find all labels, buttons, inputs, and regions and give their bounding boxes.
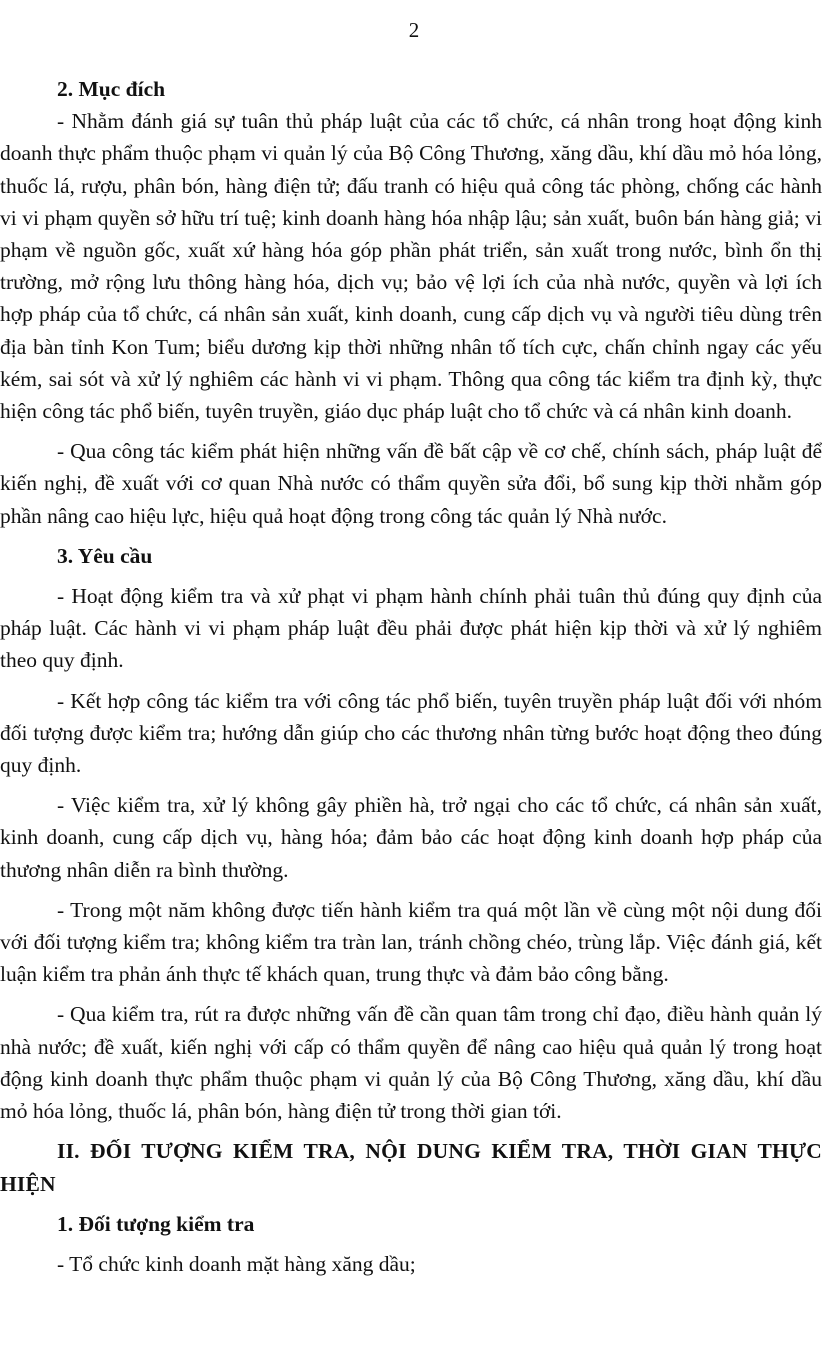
- document-body: [0, 73, 822, 1280]
- subjects-heading: 1. Đối tượng kiểm tra: [57, 1211, 255, 1236]
- purpose-paragraph-2: - Qua công tác kiểm phát hiện những vấn đề bất cập về cơ chế, chính sách, pháp luật để kiến nghị, đề xuất với cơ quan Nhà nước có thẩm quyền sửa đổi, bổ sung kịp thời nhằm góp phần nâng cao hiệu lực, hiệu quả hoạt động trong công tác quản lý Nhà nước.: [0, 439, 822, 528]
- purpose-heading: 2. Mục đích: [57, 77, 166, 101]
- page-number: 2: [408, 18, 420, 42]
- purpose-paragraph-1: - Nhằm đánh giá sự tuân thủ pháp luật của các tổ chức, cá nhân trong hoạt động kinh doanh thực phẩm thuộc phạm vi quản lý của Bộ Công Thương, xăng dầu, khí dầu mỏ hóa lỏng, thuốc lá, rượu, phân bón, hàng điện tử; đấu tranh có hiệu quả công tác phòng, chống các hành vi vi phạm quyền sở hữu trí tuệ; kinh doanh hàng hóa nhập lậu; sản xuất, buôn bán hàng giả; vi phạm về nguồn gốc, xuất xứ hàng hóa góp phần phát triển, sản xuất trong nước, bình ổn thị trường, mở rộng lưu thông hàng hóa, dịch vụ; bảo vệ lợi ích của nhà nước, quyền và lợi ích hợp pháp của tổ chức, cá nhân sản xuất, kinh doanh, cung cấp dịch vụ và người tiêu dùng trên địa bàn tỉnh Kon Tum; biểu dương kịp thời những nhân tố tích cực, chấn chỉnh ngay các yếu kém, sai sót và xử lý nghiêm các hành vi vi phạm. Thông qua công tác kiểm tra định kỳ, thực hiện công tác phổ biến, tuyên truyền, giáo dục pháp luật cho tổ chức và cá nhân kinh doanh.: [0, 109, 822, 424]
- requirements-paragraph-1: - Hoạt động kiểm tra và xử phạt vi phạm hành chính phải tuân thủ đúng quy định của pháp luật. Các hành vi vi phạm pháp luật đều phải được phát hiện kịp thời và xử lý nghiêm theo quy định.: [0, 584, 822, 673]
- requirements-paragraph-4: - Trong một năm không được tiến hành kiểm tra quá một lần về cùng một nội dung đối với đối tượng kiểm tra; không kiểm tra tràn lan, tránh chồng chéo, trùng lắp. Việc đánh giá, kết luận kiểm tra phản ánh thực tế khách quan, trung thực và đảm bảo công bằng.: [0, 897, 822, 987]
- requirements-paragraph-5: - Qua kiểm tra, rút ra được những vấn đề cần quan tâm trong chỉ đạo, điều hành quản lý nhà nước; đề xuất, kiến nghị với cấp có thẩm quyền để nâng cao hiệu quả quản lý trong hoạt động kinh doanh thực phẩm thuộc phạm vi quản lý của Bộ Công Thương, xăng dầu, khí dầu mỏ hóa lỏng, thuốc lá, phân bón, hàng điện tử trong thời gian tới.: [0, 1002, 822, 1124]
- requirements-paragraph-2: - Kết hợp công tác kiểm tra với công tác phổ biến, tuyên truyền pháp luật đối với nhóm đối tượng được kiểm tra; hướng dẫn giúp cho các thương nhân từng bước hoạt động theo đúng quy định.: [0, 688, 822, 778]
- requirements-paragraph-3: - Việc kiểm tra, xử lý không gây phiền hà, trở ngại cho các tổ chức, cá nhân sản xuất, kinh doanh, cung cấp dịch vụ, hàng hóa; đảm bảo các hoạt động kinh doanh hợp pháp của thương nhân diễn ra bình thường.: [0, 793, 822, 882]
- section-ii-heading: II. ĐỐI TƯỢNG KIỂM TRA, NỘI DUNG KIỂM TRA, THỜI GIAN THỰC HIỆN: [0, 1139, 822, 1196]
- subjects-item-1: - Tổ chức kinh doanh mặt hàng xăng dầu;: [57, 1251, 416, 1276]
- requirements-heading: 3. Yêu cầu: [57, 543, 153, 568]
